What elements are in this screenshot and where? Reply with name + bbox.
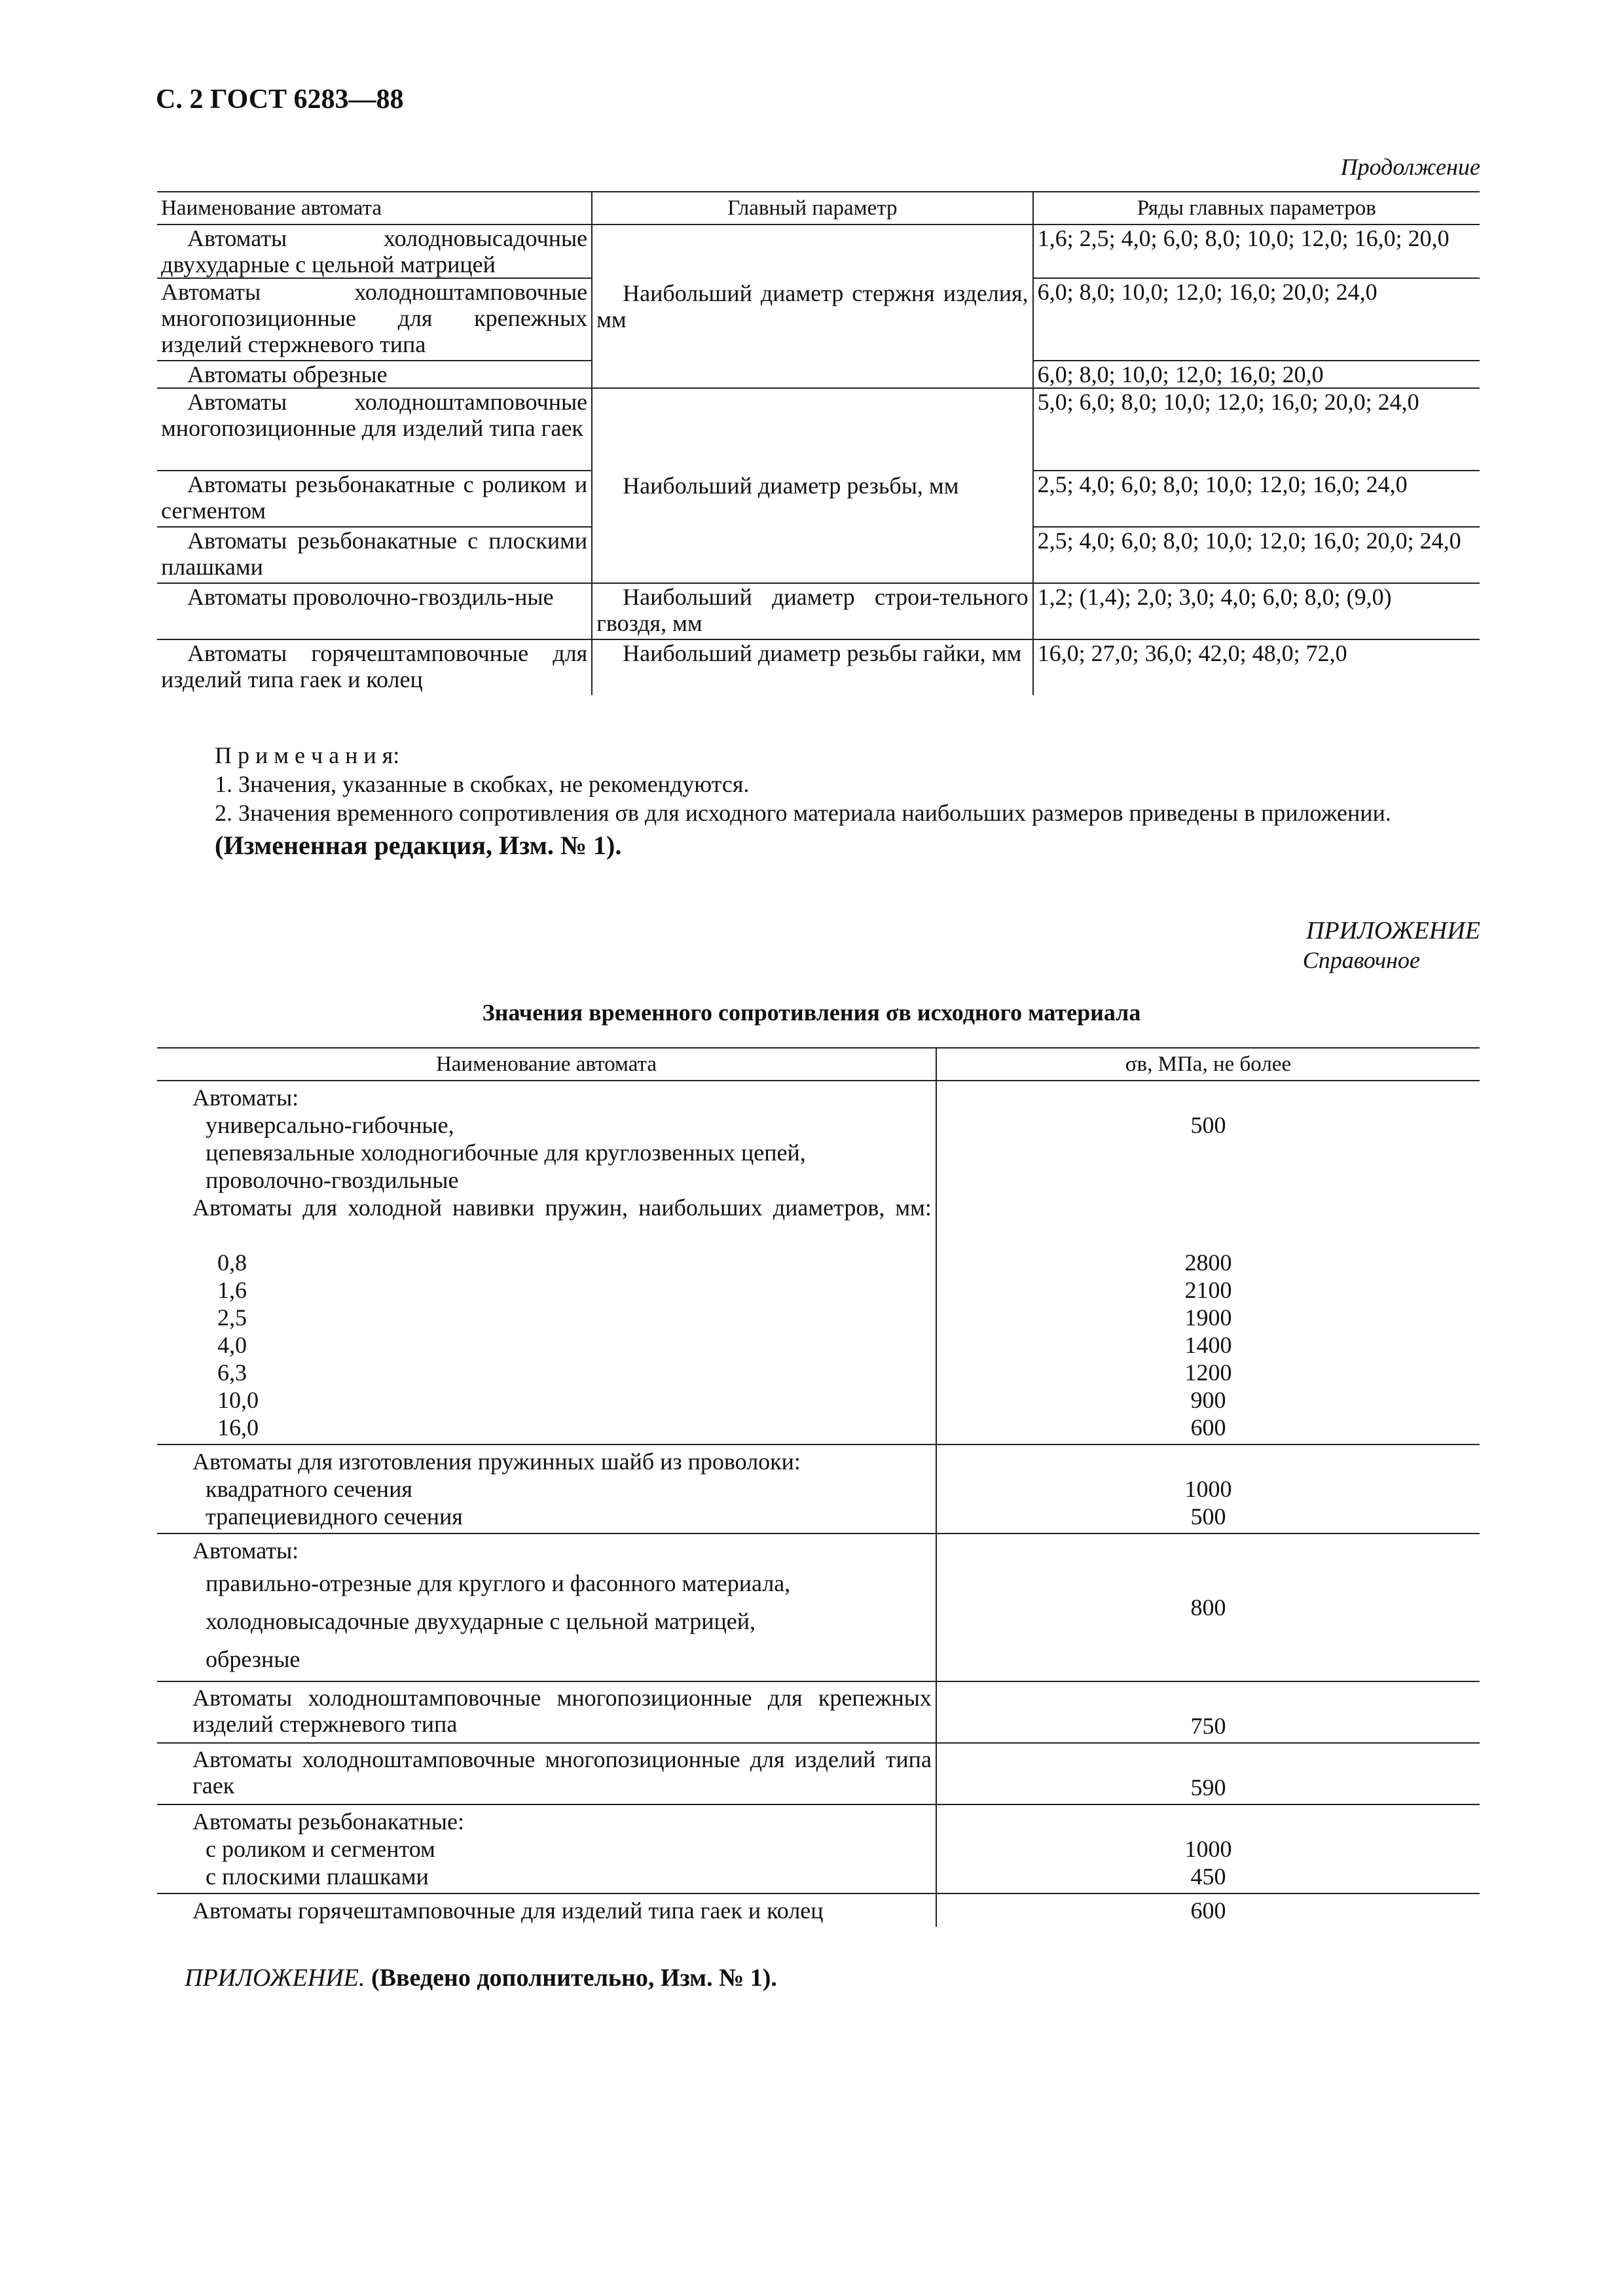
list-item: с роликом и сегментом [206,1836,435,1862]
appendix-sublabel: Справочное [1302,947,1420,973]
parameter-series: 2,5; 4,0; 6,0; 8,0; 10,0; 12,0; 16,0; 24,0 [1033,471,1480,527]
strength-value: 750 [1190,1713,1226,1739]
notes-block [157,741,1480,860]
strength-value: 800 [1190,1594,1226,1621]
continuation-label: Продолжение [1340,154,1480,180]
strength-value: 2100 [1184,1277,1232,1303]
diameter-value: 6,3 [217,1359,247,1386]
appendix-caption: Значения временного сопротивления σв исходного материала [482,999,1141,1026]
table-row [157,1681,1480,1743]
list-item: трапециевидного сечения [206,1503,463,1530]
column-header: σв, МПа, не более [936,1048,1480,1081]
strength-value: 450 [1190,1863,1226,1890]
group-text: Автоматы горячештамповочные для изделий типа гаек и колец [192,1897,824,1924]
machine-name: Автоматы холодноштамповочные многопозиционные для крепежных изделий стержневого типа [157,278,592,361]
table-row [157,1444,1480,1534]
list-item: холодновысадочные двухударные с цельной матрицей, [206,1608,756,1634]
machine-name: Автоматы резьбонакатные с роликом и сегментом [157,471,592,527]
machine-name: Автоматы резьбонакатные с плоскими плашками [157,527,592,583]
strength-value: 600 [1190,1414,1226,1441]
strength-value: 1900 [1184,1304,1232,1331]
strength-value: 1000 [1184,1836,1232,1862]
strength-table [157,1047,1480,1927]
diameter-value: 1,6 [217,1277,247,1303]
parameter-series: 6,0; 8,0; 10,0; 12,0; 16,0; 20,0 [1033,361,1480,388]
group-heading: Автоматы резьбонакатные: [192,1808,464,1835]
machine-name: Автоматы холодноштамповочные многопозиционные для изделий типа гаек [157,388,592,471]
machine-name: Автоматы обрезные [157,361,592,388]
strength-value: 590 [1190,1774,1226,1801]
strength-value: 2800 [1184,1249,1232,1276]
list-item: обрезные [206,1646,301,1672]
table-header-row [157,192,1480,224]
list-item: проволочно-гвоздильные [206,1167,459,1193]
group-text: Автоматы холодноштамповочные многопозиционные для крепежных изделий стержневого типа [192,1685,932,1737]
strength-value: 500 [1190,1112,1226,1138]
strength-value: 1200 [1184,1359,1232,1386]
strength-value: 600 [1190,1897,1226,1924]
diameter-value: 16,0 [217,1414,259,1441]
main-parameter: Наибольший диаметр стержня изделия, мм [592,224,1032,388]
diameter-value: 4,0 [217,1332,247,1358]
appendix-footer [185,1964,777,1992]
group-heading: Автоматы: [192,1537,299,1564]
group-text: Автоматы холодноштамповочные многопозиционные для изделий типа гаек [192,1746,932,1799]
column-header: Главный параметр [592,192,1032,224]
parameter-series: 6,0; 8,0; 10,0; 12,0; 16,0; 20,0; 24,0 [1033,278,1480,361]
group-heading: Автоматы: [192,1085,299,1111]
note-1: 1. Значения, указанные в скобках, не рекомендуются. [215,771,750,797]
column-header: Ряды главных параметров [1033,192,1480,224]
table-row [157,639,1480,695]
appendix-footer-label: ПРИЛОЖЕНИЕ. [185,1964,365,1992]
parameter-series: 1,2; (1,4); 2,0; 3,0; 4,0; 6,0; 8,0; (9,0) [1033,583,1480,639]
group-heading: Автоматы для холодной навивки пружин, наибольших диаметров, мм: [192,1194,932,1221]
table-row [157,1081,1480,1444]
parameter-series: 16,0; 27,0; 36,0; 42,0; 48,0; 72,0 [1037,640,1347,666]
strength-value: 1000 [1184,1476,1232,1502]
diameter-value: 2,5 [217,1304,247,1331]
parameter-series: 1,6; 2,5; 4,0; 6,0; 8,0; 10,0; 12,0; 16,0; 20,0 [1033,224,1480,278]
table-row [157,388,1480,471]
main-parameter: Наибольший диаметр резьбы гайки, мм [592,639,1032,695]
list-item: цепевязальные холодногибочные для круглозвенных цепей, [206,1139,806,1166]
notes-heading: П р и м е ч а н и я: [215,742,400,768]
diameter-value: 0,8 [217,1249,247,1276]
table-row [157,1534,1480,1681]
parameter-series: 5,0; 6,0; 8,0; 10,0; 12,0; 16,0; 20,0; 24,0 [1033,388,1480,471]
machine-name: Автоматы проволочно-гвоздиль-ные [157,583,592,639]
main-parameter: Наибольший диаметр резьбы, мм [592,388,1032,583]
strength-value: 1400 [1184,1332,1232,1358]
strength-value: 500 [1190,1503,1226,1530]
amendment-note: (Измененная редакция, Изм. № 1). [215,831,622,860]
table-header-row [157,1048,1480,1081]
diameter-value: 10,0 [217,1387,259,1413]
list-item: универсально-гибочные, [206,1112,454,1138]
strength-value: 900 [1190,1387,1226,1413]
parameters-table [157,191,1480,695]
table-row [157,1893,1480,1927]
machine-name: Автоматы горячештамповочные для изделий типа гаек и колец [157,639,592,695]
appendix-label: ПРИЛОЖЕНИЕ [1306,917,1480,944]
column-header: Наименование автомата [157,192,592,224]
column-header: Наименование автомата [157,1048,936,1081]
machine-name: Автоматы холодновысадочные двухударные с цельной матрицей [157,224,592,278]
main-parameter: Наибольший диаметр строи-тельного гвоздя, мм [592,583,1032,639]
parameter-series: 2,5; 4,0; 6,0; 8,0; 10,0; 12,0; 16,0; 20,0; 24,0 [1033,527,1480,583]
table-row [157,1743,1480,1804]
table-row [157,1804,1480,1893]
page-header: С. 2 ГОСТ 6283—88 [156,84,404,115]
list-item: правильно-отрезные для круглого и фасонного материала, [206,1570,791,1596]
note-2: 2. Значения временного сопротивления σв для исходного материала наибольших размеров приведены в приложении. [215,800,1391,826]
table-row [157,583,1480,639]
list-item: с плоскими плашками [206,1863,429,1890]
appendix-footer-note: (Введено дополнительно, Изм. № 1). [371,1964,777,1992]
table-row [157,224,1480,278]
list-item: квадратного сечения [206,1476,412,1502]
group-heading: Автоматы для изготовления пружинных шайб из проволоки: [192,1448,801,1475]
